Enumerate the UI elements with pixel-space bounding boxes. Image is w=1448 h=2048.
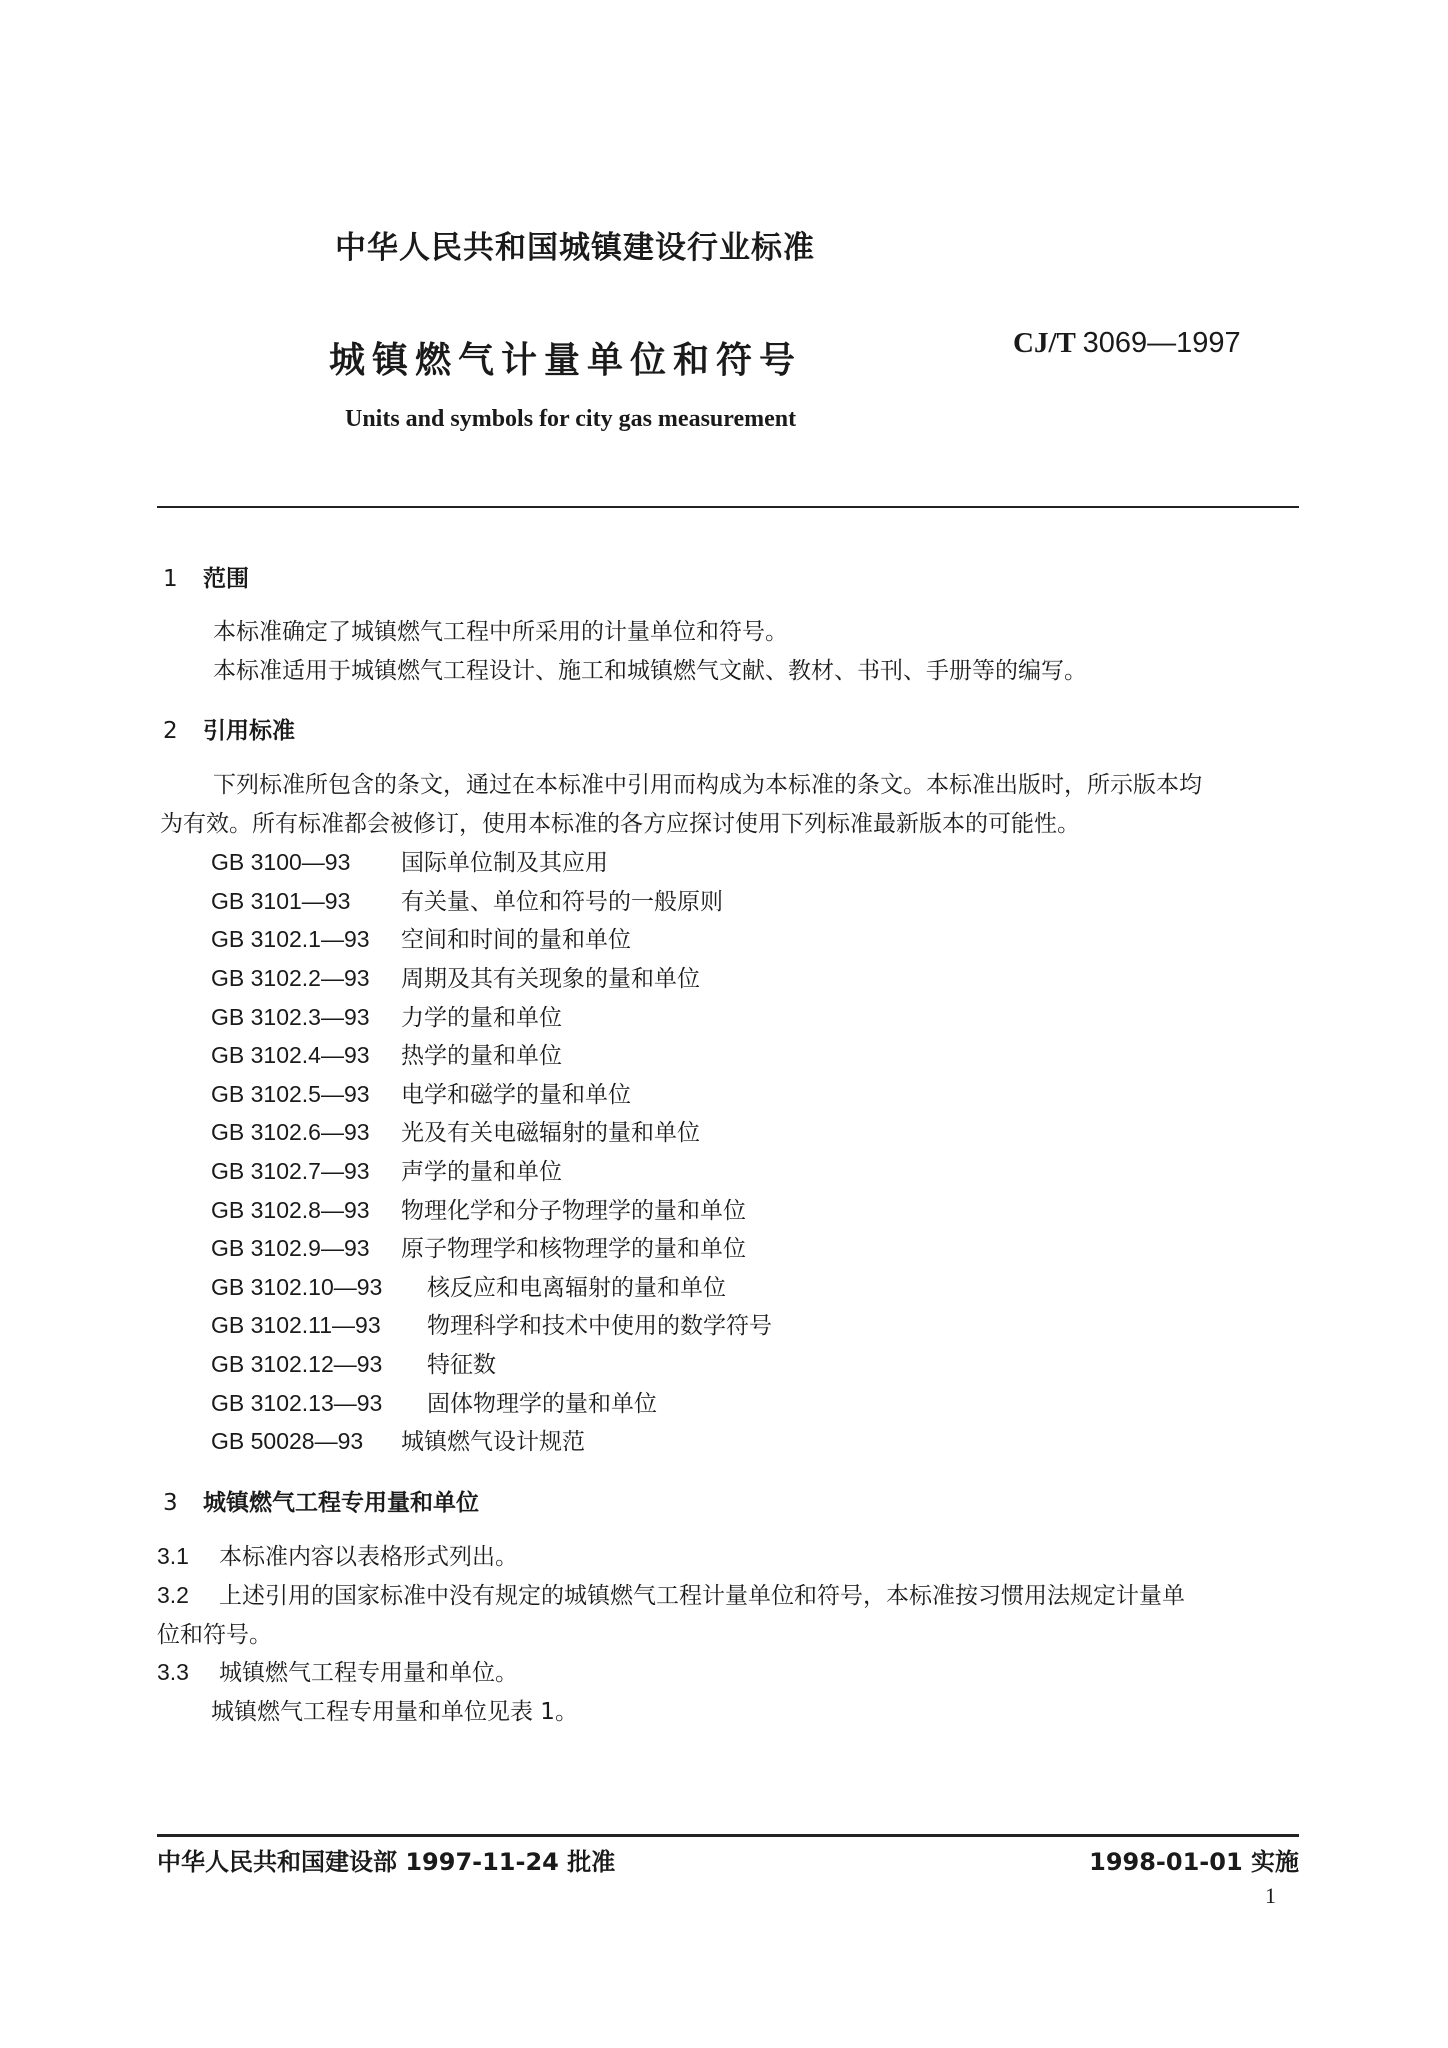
reference-item (211, 1269, 726, 1302)
effective-date: 1998-01-01 实施 (1089, 1848, 1299, 1876)
section-2-title: 引用标准 (203, 718, 295, 744)
clause-3-2-line-1: 上述引用的国家标准中没有规定的城镇燃气工程计量单位和符号，本标准按习惯用法规定计量单 (219, 1583, 1185, 1609)
section-2-heading (163, 712, 295, 745)
clause-3-1 (157, 1538, 518, 1571)
english-title: Units and symbols for city gas measurement (345, 406, 797, 432)
reference-item (211, 1423, 585, 1456)
reference-item (211, 1346, 496, 1379)
reference-item (211, 1385, 657, 1418)
reference-code: GB 3102.3—93 (211, 1004, 370, 1030)
reference-title: 空间和时间的量和单位 (401, 927, 631, 953)
reference-item (211, 1307, 772, 1340)
reference-title: 物理科学和技术中使用的数学符号 (427, 1313, 772, 1339)
section-1-title: 范围 (203, 566, 249, 592)
reference-code: GB 3102.10—93 (211, 1274, 383, 1300)
section-3-heading (163, 1484, 479, 1517)
clause-3-2-number: 3.2 (157, 1582, 189, 1608)
section-1-number: 1 (163, 566, 178, 592)
reference-title: 原子物理学和核物理学的量和单位 (401, 1236, 746, 1262)
reference-title: 电学和磁学的量和单位 (401, 1082, 631, 1108)
reference-title: 特征数 (427, 1352, 496, 1378)
clause-3-2-line-2: 位和符号。 (157, 1622, 272, 1648)
header-divider (157, 506, 1299, 508)
clause-3-3-number: 3.3 (157, 1659, 189, 1685)
reference-item (211, 999, 562, 1032)
document-title: 城镇燃气计量单位和符号 (329, 340, 803, 381)
reference-item (211, 1037, 562, 1070)
section-1-heading (163, 560, 249, 593)
section-1-paragraph-1: 本标准确定了城镇燃气工程中所采用的计量单位和符号。 (213, 619, 788, 645)
reference-title: 核反应和电离辐射的量和单位 (427, 1275, 726, 1301)
section-2-intro-line-1: 下列标准所包含的条文，通过在本标准中引用而构成为本标准的条文。本标准出版时，所示版本均 (213, 772, 1202, 798)
reference-item (211, 921, 631, 954)
reference-title: 声学的量和单位 (401, 1159, 562, 1185)
clause-3-3-subtext: 城镇燃气工程专用量和单位见表 1。 (211, 1699, 578, 1725)
reference-title: 固体物理学的量和单位 (427, 1391, 657, 1417)
reference-title: 城镇燃气设计规范 (401, 1429, 585, 1455)
section-1-paragraph-2: 本标准适用于城镇燃气工程设计、施工和城镇燃气文献、教材、书刊、手册等的编写。 (213, 658, 1087, 684)
approval-line: 中华人民共和国建设部 1997-11-24 批准 (157, 1848, 616, 1876)
clause-3-2 (157, 1577, 1185, 1610)
section-2-intro-line-2: 为有效。所有标准都会被修订，使用本标准的各方应探讨使用下列标准最新版本的可能性。 (160, 811, 1080, 837)
reference-item (211, 1114, 700, 1147)
reference-title: 物理化学和分子物理学的量和单位 (401, 1198, 746, 1224)
standard-code-prefix: CJ/T (1013, 327, 1076, 359)
clause-3-3-text: 城镇燃气工程专用量和单位。 (219, 1660, 518, 1686)
industry-standard-heading: 中华人民共和国城镇建设行业标准 (335, 230, 815, 266)
section-3-title: 城镇燃气工程专用量和单位 (203, 1490, 479, 1516)
reference-code: GB 3102.1—93 (211, 926, 370, 952)
reference-code: GB 3102.13—93 (211, 1390, 383, 1416)
reference-item (211, 960, 700, 993)
reference-code: GB 3100—93 (211, 849, 351, 875)
reference-title: 国际单位制及其应用 (401, 850, 608, 876)
reference-item (211, 1192, 746, 1225)
standard-code-number: 3069—1997 (1082, 327, 1241, 359)
reference-code: GB 3102.11—93 (211, 1312, 381, 1338)
reference-title: 力学的量和单位 (401, 1005, 562, 1031)
reference-item (211, 1153, 562, 1186)
section-2-number: 2 (163, 718, 178, 744)
reference-title: 有关量、单位和符号的一般原则 (401, 889, 723, 915)
clause-3-3 (157, 1654, 518, 1687)
reference-code: GB 3102.5—93 (211, 1081, 370, 1107)
reference-code: GB 3101—93 (211, 888, 351, 914)
reference-code: GB 3102.6—93 (211, 1119, 370, 1145)
reference-title: 光及有关电磁辐射的量和单位 (401, 1120, 700, 1146)
reference-code: GB 3102.12—93 (211, 1351, 383, 1377)
page-number: 1 (1265, 1883, 1276, 1908)
clause-3-1-number: 3.1 (157, 1543, 189, 1569)
reference-item (211, 1076, 631, 1109)
section-3-number: 3 (163, 1490, 178, 1516)
reference-title: 热学的量和单位 (401, 1043, 562, 1069)
footer-divider (157, 1834, 1299, 1837)
reference-item (211, 844, 608, 877)
reference-code: GB 3102.4—93 (211, 1042, 370, 1068)
reference-item (211, 1230, 746, 1263)
standard-code (1013, 327, 1241, 360)
reference-code: GB 50028—93 (211, 1428, 364, 1454)
reference-title: 周期及其有关现象的量和单位 (401, 966, 700, 992)
reference-code: GB 3102.9—93 (211, 1235, 370, 1261)
reference-code: GB 3102.8—93 (211, 1197, 370, 1223)
reference-code: GB 3102.2—93 (211, 965, 370, 991)
clause-3-1-text: 本标准内容以表格形式列出。 (219, 1544, 518, 1570)
reference-item (211, 883, 723, 916)
reference-code: GB 3102.7—93 (211, 1158, 370, 1184)
